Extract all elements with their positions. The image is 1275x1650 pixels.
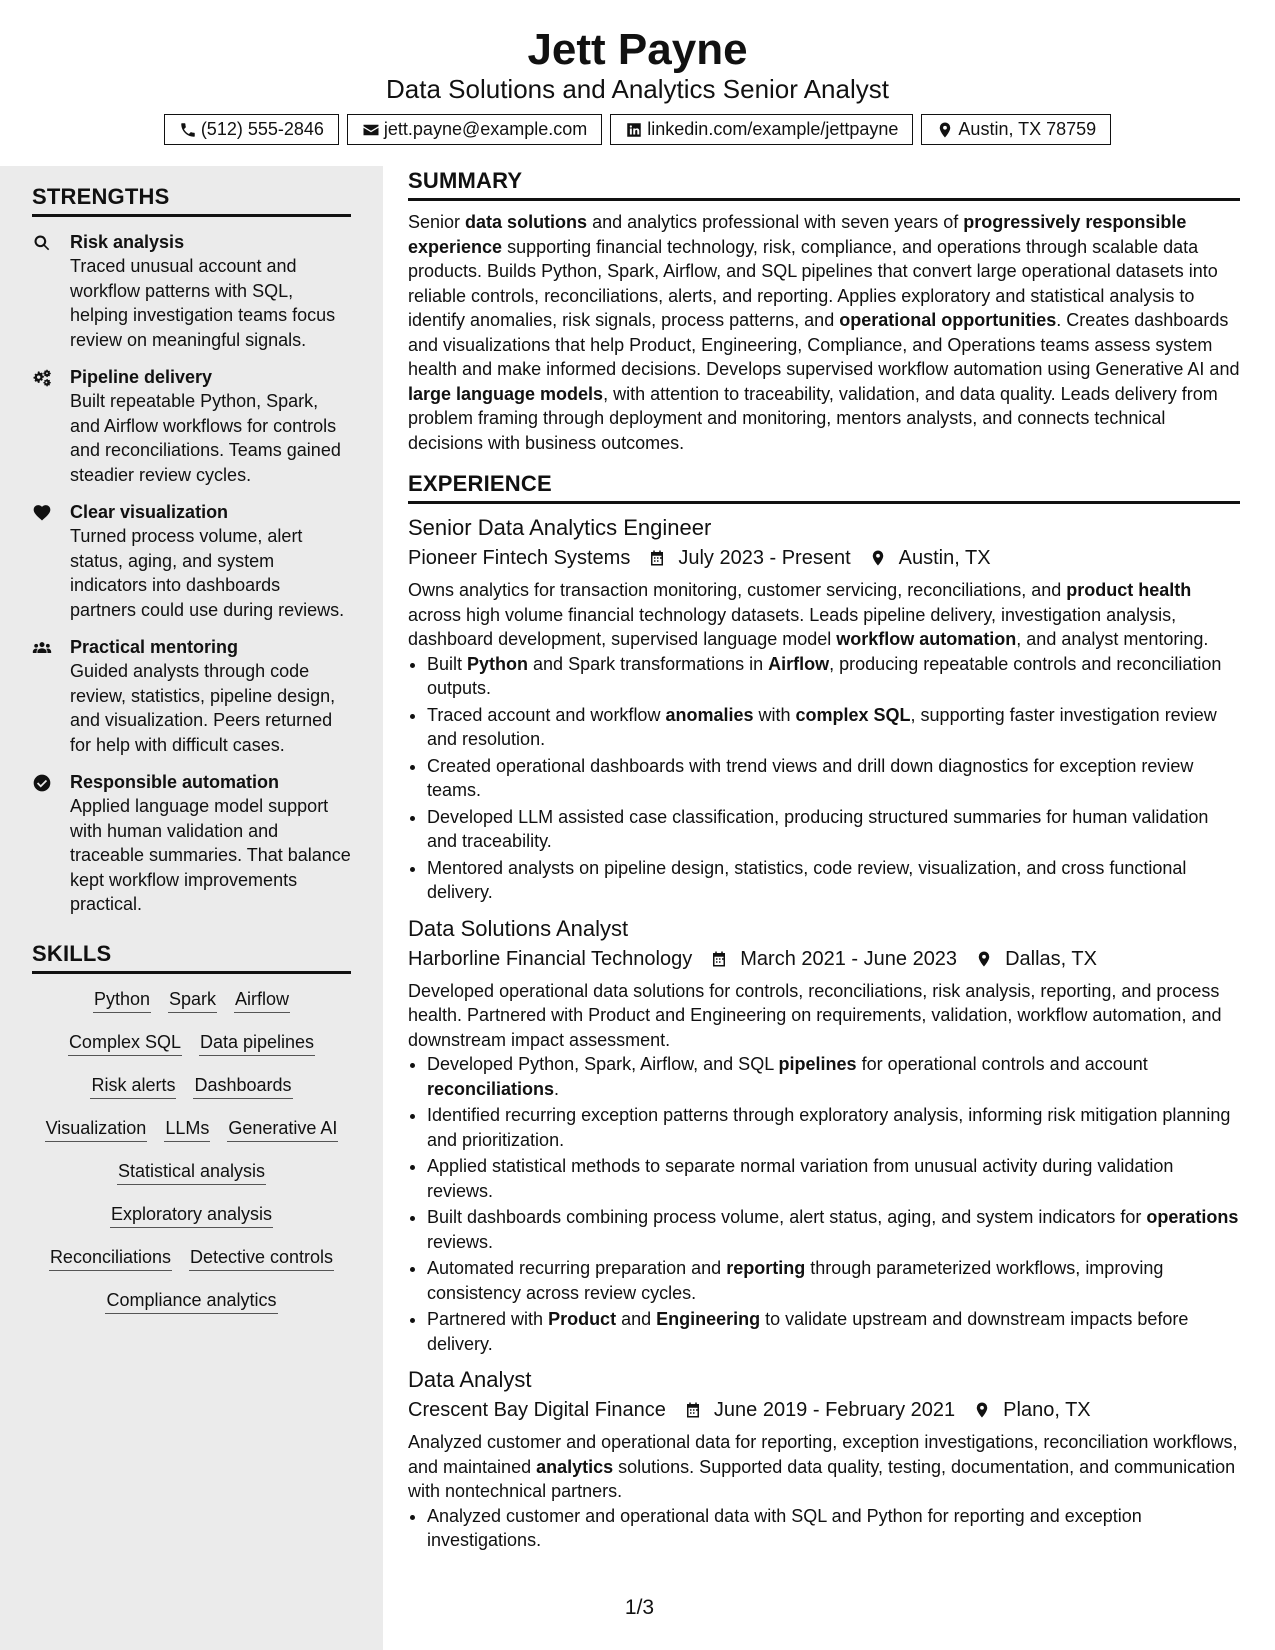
job-entry bbox=[408, 1366, 1240, 1553]
skill-row bbox=[32, 986, 351, 1013]
skill-tag: Data pipelines bbox=[199, 1029, 315, 1056]
users-icon bbox=[32, 635, 70, 757]
job-bullets bbox=[408, 1052, 1240, 1356]
resume-header bbox=[0, 0, 1275, 160]
calendar-icon bbox=[648, 548, 666, 568]
job-bullets bbox=[408, 1504, 1240, 1553]
summary-heading: SUMMARY bbox=[408, 166, 1240, 201]
skill-tag: Compliance analytics bbox=[105, 1287, 277, 1314]
map-pin-icon bbox=[869, 548, 887, 568]
text-run: Developed Python, Spark, Airflow, and SQL bbox=[427, 1054, 779, 1074]
strength-item bbox=[32, 230, 351, 352]
text-run: and analytics professional with seven years of bbox=[587, 212, 964, 232]
emphasis-text: Product bbox=[548, 1309, 617, 1329]
check-circle-icon bbox=[32, 770, 70, 917]
strength-desc: Guided analysts through code review, statistics, pipeline design, and visualization. Peers returned for help with difficult cases. bbox=[70, 661, 336, 755]
job-company: Crescent Bay Digital Finance bbox=[408, 1399, 666, 1421]
text-run: . bbox=[554, 1078, 560, 1099]
emphasis-text: reporting bbox=[726, 1258, 806, 1278]
contact-linkedin-text: linkedin.com/example/jettpayne bbox=[647, 119, 899, 139]
skill-row bbox=[32, 1287, 351, 1314]
text-run: for operational controls and account bbox=[856, 1054, 1148, 1074]
search-icon bbox=[32, 230, 70, 352]
text-run: Created operational dashboards with trend views and drill down diagnostics for exception review teams. bbox=[427, 755, 1194, 800]
skill-tag: LLMs bbox=[164, 1115, 210, 1142]
strength-desc: Built repeatable Python, Spark, and Airflow workflows for controls and reconciliations. Teams gained steadier review cycles. bbox=[70, 391, 341, 485]
job-description bbox=[408, 1430, 1240, 1504]
bullet-item bbox=[427, 1205, 1240, 1254]
skill-row bbox=[32, 1072, 351, 1099]
text-run: supporting financial technology, risk, compliance, and operations through scalable data products. Builds Python, Spark, Airflow, and SQL pipelines that convert large operational datasets into reliable controls, reconciliations, alerts, and reporting. Applies exploratory and statistical analysis to identify anomalies, risk signals, process patterns, and bbox=[408, 236, 1218, 330]
main-column bbox=[408, 166, 1240, 1555]
text-run: Owns analytics for transaction monitoring, customer servicing, reconciliations, and bbox=[408, 580, 1067, 600]
text-run: , with attention to traceability, validation, and data quality. Leads delivery from problem framing through deployment and monitoring, mentors analysts, and connects technical decisions with business outcomes. bbox=[408, 383, 1218, 453]
job-company: Harborline Financial Technology bbox=[408, 947, 693, 970]
skill-row bbox=[32, 1244, 351, 1271]
skill-tag: Exploratory analysis bbox=[110, 1201, 273, 1228]
text-run: Partnered with bbox=[427, 1309, 549, 1329]
text-run: Identified recurring exception patterns through exploratory analysis, informing risk mitigation planning and prioritization. bbox=[427, 1105, 1231, 1150]
text-run: Developed operational data solutions for controls, reconciliations, risk analysis, reporting, and process health. Partnered with Product and Engineering on requirements, validation, workflow automation, and downstream impact assessment. bbox=[408, 980, 1222, 1050]
job-description bbox=[408, 979, 1240, 1053]
skill-row bbox=[32, 1201, 351, 1228]
text-run: reviews. bbox=[427, 1231, 494, 1252]
emphasis-text: progressively responsible experience bbox=[408, 212, 1187, 257]
contact-location-text: Austin, TX 78759 bbox=[958, 119, 1097, 139]
text-run: , supporting faster investigation review and resolution. bbox=[427, 704, 1217, 749]
strength-item bbox=[32, 635, 351, 757]
strength-item bbox=[32, 770, 351, 917]
text-run: through parameterized workflows, improving consistency across review cycles. bbox=[427, 1258, 1164, 1303]
text-run: Mentored analysts on pipeline design, statistics, code review, visualization, and cross functional delivery. bbox=[427, 857, 1187, 902]
page-number bbox=[0, 1596, 1275, 1620]
experience-list bbox=[408, 514, 1240, 1553]
skill-tag: Airflow bbox=[234, 986, 290, 1013]
contact-phone-text: (512) 555-2846 bbox=[200, 119, 324, 139]
bullet-item bbox=[427, 805, 1240, 854]
bullet-item bbox=[427, 1154, 1240, 1203]
heart-icon bbox=[32, 500, 70, 622]
text-run: , and analyst mentoring. bbox=[1016, 629, 1209, 649]
skill-row bbox=[32, 1115, 351, 1142]
text-run: Automated recurring preparation and bbox=[427, 1258, 727, 1278]
bullet-item bbox=[427, 754, 1240, 803]
strength-item bbox=[32, 365, 351, 487]
text-run: Developed LLM assisted case classification, producing structured summaries for human validation and traceability. bbox=[427, 806, 1209, 851]
text-run: . Creates dashboards and visualizations that help Product, Engineering, Compliance, and Operations teams assess system health and make informed decisions. Develops supervised workflow automation using Generative AI and bbox=[408, 310, 1240, 379]
text-run: Applied statistical methods to separate normal variation from unusual activity during validation reviews. bbox=[427, 1156, 1174, 1201]
job-dates: March 2021 - June 2023 bbox=[740, 947, 958, 970]
contact-phone[interactable] bbox=[164, 114, 339, 145]
contact-email-text: jett.payne@example.com bbox=[383, 119, 588, 139]
bullet-item bbox=[427, 1504, 1240, 1553]
emphasis-text: data solutions bbox=[465, 212, 588, 232]
sidebar bbox=[0, 166, 383, 1650]
job-bullets bbox=[408, 652, 1240, 905]
summary-text bbox=[408, 210, 1240, 455]
map-pin-icon bbox=[973, 1400, 991, 1420]
emphasis-text: reconciliations bbox=[427, 1078, 555, 1099]
text-run: solutions. Supported data quality, testing, documentation, and communication with nontechnical partners. bbox=[408, 1456, 1236, 1501]
job-location: Austin, TX bbox=[898, 547, 991, 569]
bullet-item bbox=[427, 856, 1240, 905]
bullet-item bbox=[427, 652, 1240, 701]
skill-tag: Statistical analysis bbox=[117, 1158, 266, 1185]
contact-linkedin[interactable] bbox=[610, 114, 913, 145]
text-run: , producing repeatable controls and reconciliation outputs. bbox=[427, 653, 1222, 698]
job-dates: July 2023 - Present bbox=[678, 547, 851, 569]
contact-location bbox=[921, 114, 1111, 145]
job-meta bbox=[408, 1396, 1240, 1424]
bullet-item bbox=[427, 1052, 1240, 1101]
skill-tag: Complex SQL bbox=[68, 1029, 182, 1056]
text-run: Built dashboards combining process volume, alert status, aging, and system indicators for bbox=[427, 1207, 1147, 1227]
strength-desc: Traced unusual account and workflow patterns with SQL, helping investigation teams focus review on meaningful signals. bbox=[70, 256, 336, 350]
strength-desc: Applied language model support with human validation and traceable summaries. That balance kept workflow improvements practical. bbox=[70, 796, 351, 914]
text-run: and bbox=[616, 1309, 657, 1329]
emphasis-text: Python bbox=[467, 653, 529, 674]
text-run: across high volume financial technology datasets. Leads pipeline delivery, investigation analysis, dashboard development, supervised language model bbox=[408, 604, 1177, 649]
gears-icon bbox=[32, 365, 70, 487]
emphasis-text: anomalies bbox=[665, 704, 754, 725]
candidate-title: Data Solutions and Analytics Senior Analyst bbox=[386, 74, 889, 104]
emphasis-text: operational opportunities bbox=[839, 310, 1057, 330]
contact-bar bbox=[0, 114, 1275, 145]
linkedin-icon bbox=[625, 121, 643, 139]
skills-list bbox=[32, 986, 351, 1314]
emphasis-text: workflow automation bbox=[836, 629, 1017, 649]
text-run: and Spark transformations in bbox=[528, 653, 769, 674]
job-dates: June 2019 - February 2021 bbox=[713, 1399, 956, 1421]
text-run: Senior bbox=[408, 212, 466, 232]
skill-tag: Reconciliations bbox=[49, 1244, 172, 1271]
emphasis-text: pipelines bbox=[778, 1054, 857, 1074]
emphasis-text: analytics bbox=[536, 1456, 614, 1477]
text-run: Built bbox=[427, 653, 468, 674]
bullet-item bbox=[427, 1307, 1240, 1356]
job-title: Data Analyst bbox=[408, 1367, 532, 1392]
emphasis-text: Engineering bbox=[656, 1309, 761, 1329]
candidate-name: Jett Payne bbox=[527, 25, 748, 74]
bullet-item bbox=[427, 703, 1240, 752]
job-entry bbox=[408, 514, 1240, 905]
envelope-icon bbox=[362, 121, 380, 139]
job-entry bbox=[408, 915, 1240, 1357]
strength-title: Practical mentoring bbox=[70, 637, 239, 657]
strength-title: Responsible automation bbox=[70, 772, 280, 792]
job-meta bbox=[408, 945, 1240, 973]
page-number-text: 1/3 bbox=[624, 1596, 655, 1619]
text-run: to validate upstream and downstream impacts before delivery. bbox=[427, 1309, 1189, 1354]
skill-tag: Python bbox=[93, 986, 151, 1013]
skill-row bbox=[32, 1029, 351, 1056]
strength-item bbox=[32, 500, 351, 622]
emphasis-text: Airflow bbox=[768, 653, 830, 674]
job-description bbox=[408, 578, 1240, 652]
experience-heading: EXPERIENCE bbox=[408, 469, 1240, 504]
strength-title: Clear visualization bbox=[70, 502, 229, 522]
text-run: Analyzed customer and operational data with SQL and Python for reporting and exception investigations. bbox=[427, 1505, 1142, 1550]
job-title: Data Solutions Analyst bbox=[408, 915, 629, 941]
text-run: Analyzed customer and operational data for reporting, exception investigations, reconciliation workflows, and maintained bbox=[408, 1432, 1238, 1477]
skill-tag: Dashboards bbox=[193, 1072, 292, 1099]
map-pin-icon bbox=[936, 121, 954, 139]
job-meta bbox=[408, 544, 1240, 572]
strengths-heading: STRENGTHS bbox=[32, 182, 351, 217]
emphasis-text: operations bbox=[1146, 1207, 1239, 1227]
skill-row bbox=[32, 1158, 351, 1185]
emphasis-text: large language models bbox=[408, 383, 604, 404]
phone-icon bbox=[179, 121, 197, 139]
skill-tag: Detective controls bbox=[189, 1244, 334, 1271]
calendar-icon bbox=[710, 949, 728, 969]
bullet-item bbox=[427, 1103, 1240, 1152]
strength-desc: Turned process volume, alert status, aging, and system indicators into dashboards partners could use during reviews. bbox=[70, 526, 345, 620]
job-location: Dallas, TX bbox=[1005, 947, 1097, 970]
strength-title: Risk analysis bbox=[70, 232, 185, 252]
skill-tag: Generative AI bbox=[227, 1115, 338, 1142]
skill-tag: Spark bbox=[168, 986, 217, 1013]
job-title: Senior Data Analytics Engineer bbox=[408, 515, 712, 540]
map-pin-icon bbox=[975, 949, 993, 969]
emphasis-text: product health bbox=[1066, 580, 1192, 600]
job-location: Plano, TX bbox=[1003, 1399, 1091, 1421]
skill-tag: Risk alerts bbox=[90, 1072, 176, 1099]
strength-title: Pipeline delivery bbox=[70, 367, 213, 387]
calendar-icon bbox=[684, 1400, 702, 1420]
job-company: Pioneer Fintech Systems bbox=[408, 547, 631, 569]
emphasis-text: complex SQL bbox=[795, 704, 911, 725]
contact-email[interactable] bbox=[347, 114, 602, 145]
bullet-item bbox=[427, 1256, 1240, 1305]
skills-heading: SKILLS bbox=[32, 939, 351, 974]
text-run: with bbox=[753, 704, 796, 725]
skill-tag: Visualization bbox=[45, 1115, 148, 1142]
text-run: Traced account and workflow bbox=[427, 704, 666, 725]
